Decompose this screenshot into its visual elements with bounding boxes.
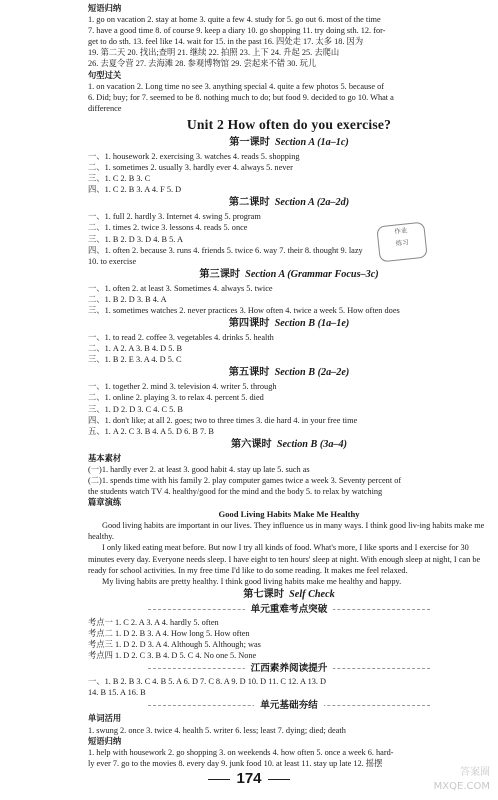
lesson-section: Section A (1a–1c): [275, 136, 349, 148]
essay-title: Good Living Habits Make Me Healthy: [218, 509, 360, 520]
lesson-heading: [88, 366, 490, 380]
answer-line: 一、1. B 2. B 3. C 4. B 5. A 6. D 7. C 8. A 9. D 10. D 11. C 12. A 13. D: [88, 677, 327, 687]
lesson-answers: [88, 151, 490, 195]
lesson-answers: [88, 211, 490, 266]
answer-line: 二、1. A 2. A 3. B 4. D 5. B: [88, 344, 183, 354]
answer-line: 10. to exercise: [88, 256, 137, 266]
section-label: 短语归纳: [88, 735, 122, 746]
essay-paragraph: Good living habits are important in our lives. They influence us in many ways. I think good liv-ing habits make me healthy.: [88, 521, 485, 542]
lesson-heading: [88, 136, 490, 150]
lesson-title: 第二课时: [228, 197, 270, 209]
answer-line: 一、1. to read 2. coffee 3. vegetables 4. drinks 5. health: [88, 333, 274, 343]
section-essay: [88, 497, 490, 587]
lesson-section: Section B (2a–2e): [274, 367, 350, 379]
lesson-heading: [88, 196, 490, 210]
answer-line: 考点二 1. D 2. B 3. A 4. How long 5. How often: [88, 628, 250, 638]
kaodian-answers: [88, 617, 490, 661]
answer-line: 四、1. don't like; at all 2. goes; two to three times 3. die hard 4. in your free time: [88, 415, 358, 425]
answer-line: 三、1. D 2. D 3. C 4. C 5. B: [88, 404, 183, 414]
lesson-answers: [88, 332, 490, 365]
essay-paragraph: My living habits are pretty healthy. I think good living habits make me healthy and happy.: [102, 576, 402, 586]
answer-line: 7. have a good time 8. of course 9. keep a diary 10. go shopping 11. try doing sth. 12. for-: [88, 26, 386, 36]
section-basic: [88, 453, 490, 497]
lesson-heading: [88, 317, 490, 331]
answer-line: 19. 第二天 20. 找出;查明 21. 继续 22. 拍照 23. 上下 24. 升起 25. 去爬山: [88, 48, 340, 58]
reading-answers: [88, 676, 490, 698]
lesson-title: 第五课时: [228, 367, 270, 379]
answer-line: 考点三 1. D 2. D 3. A 4. Although 5. Although; was: [88, 640, 261, 650]
divider: [208, 779, 230, 780]
band-heading: 单元重难考点突破: [88, 603, 490, 616]
answer-line: ly ever 7. go to the movies 8. every day 9. junk food 10. at least 11. stay up late 12. 摇摆: [88, 758, 383, 768]
answer-line: 6. Did; buy; for 7. seemed to be 8. nothing much to do; but food 9. decided to go 10. What a: [88, 92, 394, 102]
answer-line: 二、1. online 2. playing 3. to relax 4. percent 5. died: [88, 393, 264, 403]
lesson-answers: [88, 381, 490, 436]
section-label: 篇章演练: [88, 497, 122, 508]
lesson-answers: [88, 283, 490, 316]
band-heading: 单元基础夯结: [88, 699, 490, 712]
answer-line: 一、1. full 2. hardly 3. Internet 4. swing 5. program: [88, 212, 261, 222]
lesson-section: Section A (Grammar Focus–3c): [245, 268, 379, 280]
lesson-heading: [88, 438, 490, 452]
answer-line: 考点四 1. D 2. C 3. B 4. D 5. C 4. No one 5. None: [88, 651, 257, 661]
answer-line: (一)1. hardly ever 2. at least 3. good habit 4. stay up late 5. such as: [88, 464, 310, 474]
answer-line: (二)1. spends time with his family 2. play computer games twice a week 3. Seventy percent of: [88, 476, 402, 485]
answer-line: 三、1. sometimes watches 2. never practices 3. How often 4. twice a week 5. How often does: [88, 305, 400, 315]
answer-line: difference: [88, 103, 122, 113]
section-label: 单词活用: [88, 713, 122, 724]
answer-line: 四、1. often 2. because 3. runs 4. friends 5. twice 6. way 7. their 8. thought 9. lazy: [88, 245, 363, 255]
lesson-heading: [88, 588, 490, 602]
answer-line: 四、1. C 2. B 3. A 4. F 5. D: [88, 185, 182, 195]
essay-paragraph: I only liked eating meat before. But now I try all kinds of food. What's more, I like sports and I exercise for 30 minutes every day. Everyone needs sleep. I have eight to ten hours' sleep at night. With enough sleep at night, I can be ready for school activities. In my free time I'd like to do some reading. It makes me feel relaxed.: [88, 543, 481, 575]
lesson-section: Section A (2a–2d): [274, 197, 350, 209]
section-vocab: [88, 713, 490, 768]
lesson-title: 第六课时: [230, 438, 272, 450]
answer-line: 26. 去夏令营 27. 去海滩 28. 参观博物馆 29. 尝起来不错 30. 玩儿: [88, 59, 317, 69]
answer-line: 三、1. C 2. B 3. C: [88, 174, 151, 184]
answer-line: 考点一 1. C 2. A 3. A 4. hardly 5. often: [88, 617, 219, 627]
answer-line: 1. help with housework 2. go shopping 3. on weekends 4. how often 5. once a week 6. hard-: [88, 747, 394, 757]
unit-title: Unit 2 How often do you exercise?: [186, 116, 392, 132]
answer-line: 五、1. A 2. C 3. B 4. A 5. D 6. B 7. B: [88, 426, 214, 436]
answer-line: 三、1. B 2. E 3. A 4. D 5. C: [88, 355, 182, 365]
answer-line: the students watch TV 4. healthy/good for the mind and the body 5. to relax by watching: [88, 487, 383, 497]
lesson-title: 第七课时: [243, 588, 285, 600]
lesson-title: 第一课时: [229, 136, 270, 148]
section-sentences: [88, 70, 490, 114]
section-label: 基本素材: [88, 452, 122, 463]
answer-line: 二、1. B 2. D 3. B 4. A: [88, 294, 167, 304]
answer-line: 一、1. together 2. mind 3. television 4. writer 5. through: [88, 382, 277, 392]
answer-line: 1. on vacation 2. Long time no see 3. anything special 4. quite a few photos 5. because of: [88, 81, 385, 91]
answer-line: 一、1. often 2. at least 3. Sometimes 4. always 5. twice: [88, 283, 273, 293]
answer-line: 一、1. housework 2. exercising 3. watches 4. reads 5. shopping: [88, 151, 300, 161]
lesson-heading: [88, 268, 490, 282]
lesson-title: 第四课时: [228, 318, 270, 330]
page-number: 174: [0, 770, 498, 787]
answer-line: get to do sth. 13. feel like 14. wait for 15. in the past 16. 四处走 17. 太多 18. 因为: [88, 37, 364, 47]
lesson-section: Self Check: [289, 588, 335, 600]
lesson-section: Section B (1a–1e): [274, 318, 350, 330]
section-label: 句型过关: [88, 69, 122, 80]
answer-line: 1. swung 2. once 3. twice 4. health 5. writer 6. less; least 7. dying; died; death: [88, 725, 346, 735]
stamp-icon: 作业 练习: [376, 222, 428, 263]
divider: [268, 779, 290, 780]
answer-line: 1. go on vacation 2. stay at home 3. quite a few 4. study for 5. go out 6. most of the time: [88, 15, 381, 25]
answer-line: 14. B 15. A 16. B: [88, 688, 146, 698]
watermark: 答案圈 MXQE.COM: [433, 767, 490, 792]
section-phrases: [88, 3, 490, 70]
answer-line: 二、1. sometimes 2. usually 3. hardly ever 4. always 5. never: [88, 163, 293, 173]
section-label: 短语归纳: [88, 3, 122, 13]
answer-line: 二、1. times 2. twice 3. lessons 4. reads 5. once: [88, 223, 248, 233]
answer-line: 三、1. B 2. D 3. D 4. B 5. A: [88, 234, 183, 244]
lesson-section: Section B (3a–4): [276, 438, 348, 450]
band-heading: 江西素养阅读提升: [88, 662, 490, 675]
lesson-title: 第三课时: [199, 268, 241, 280]
